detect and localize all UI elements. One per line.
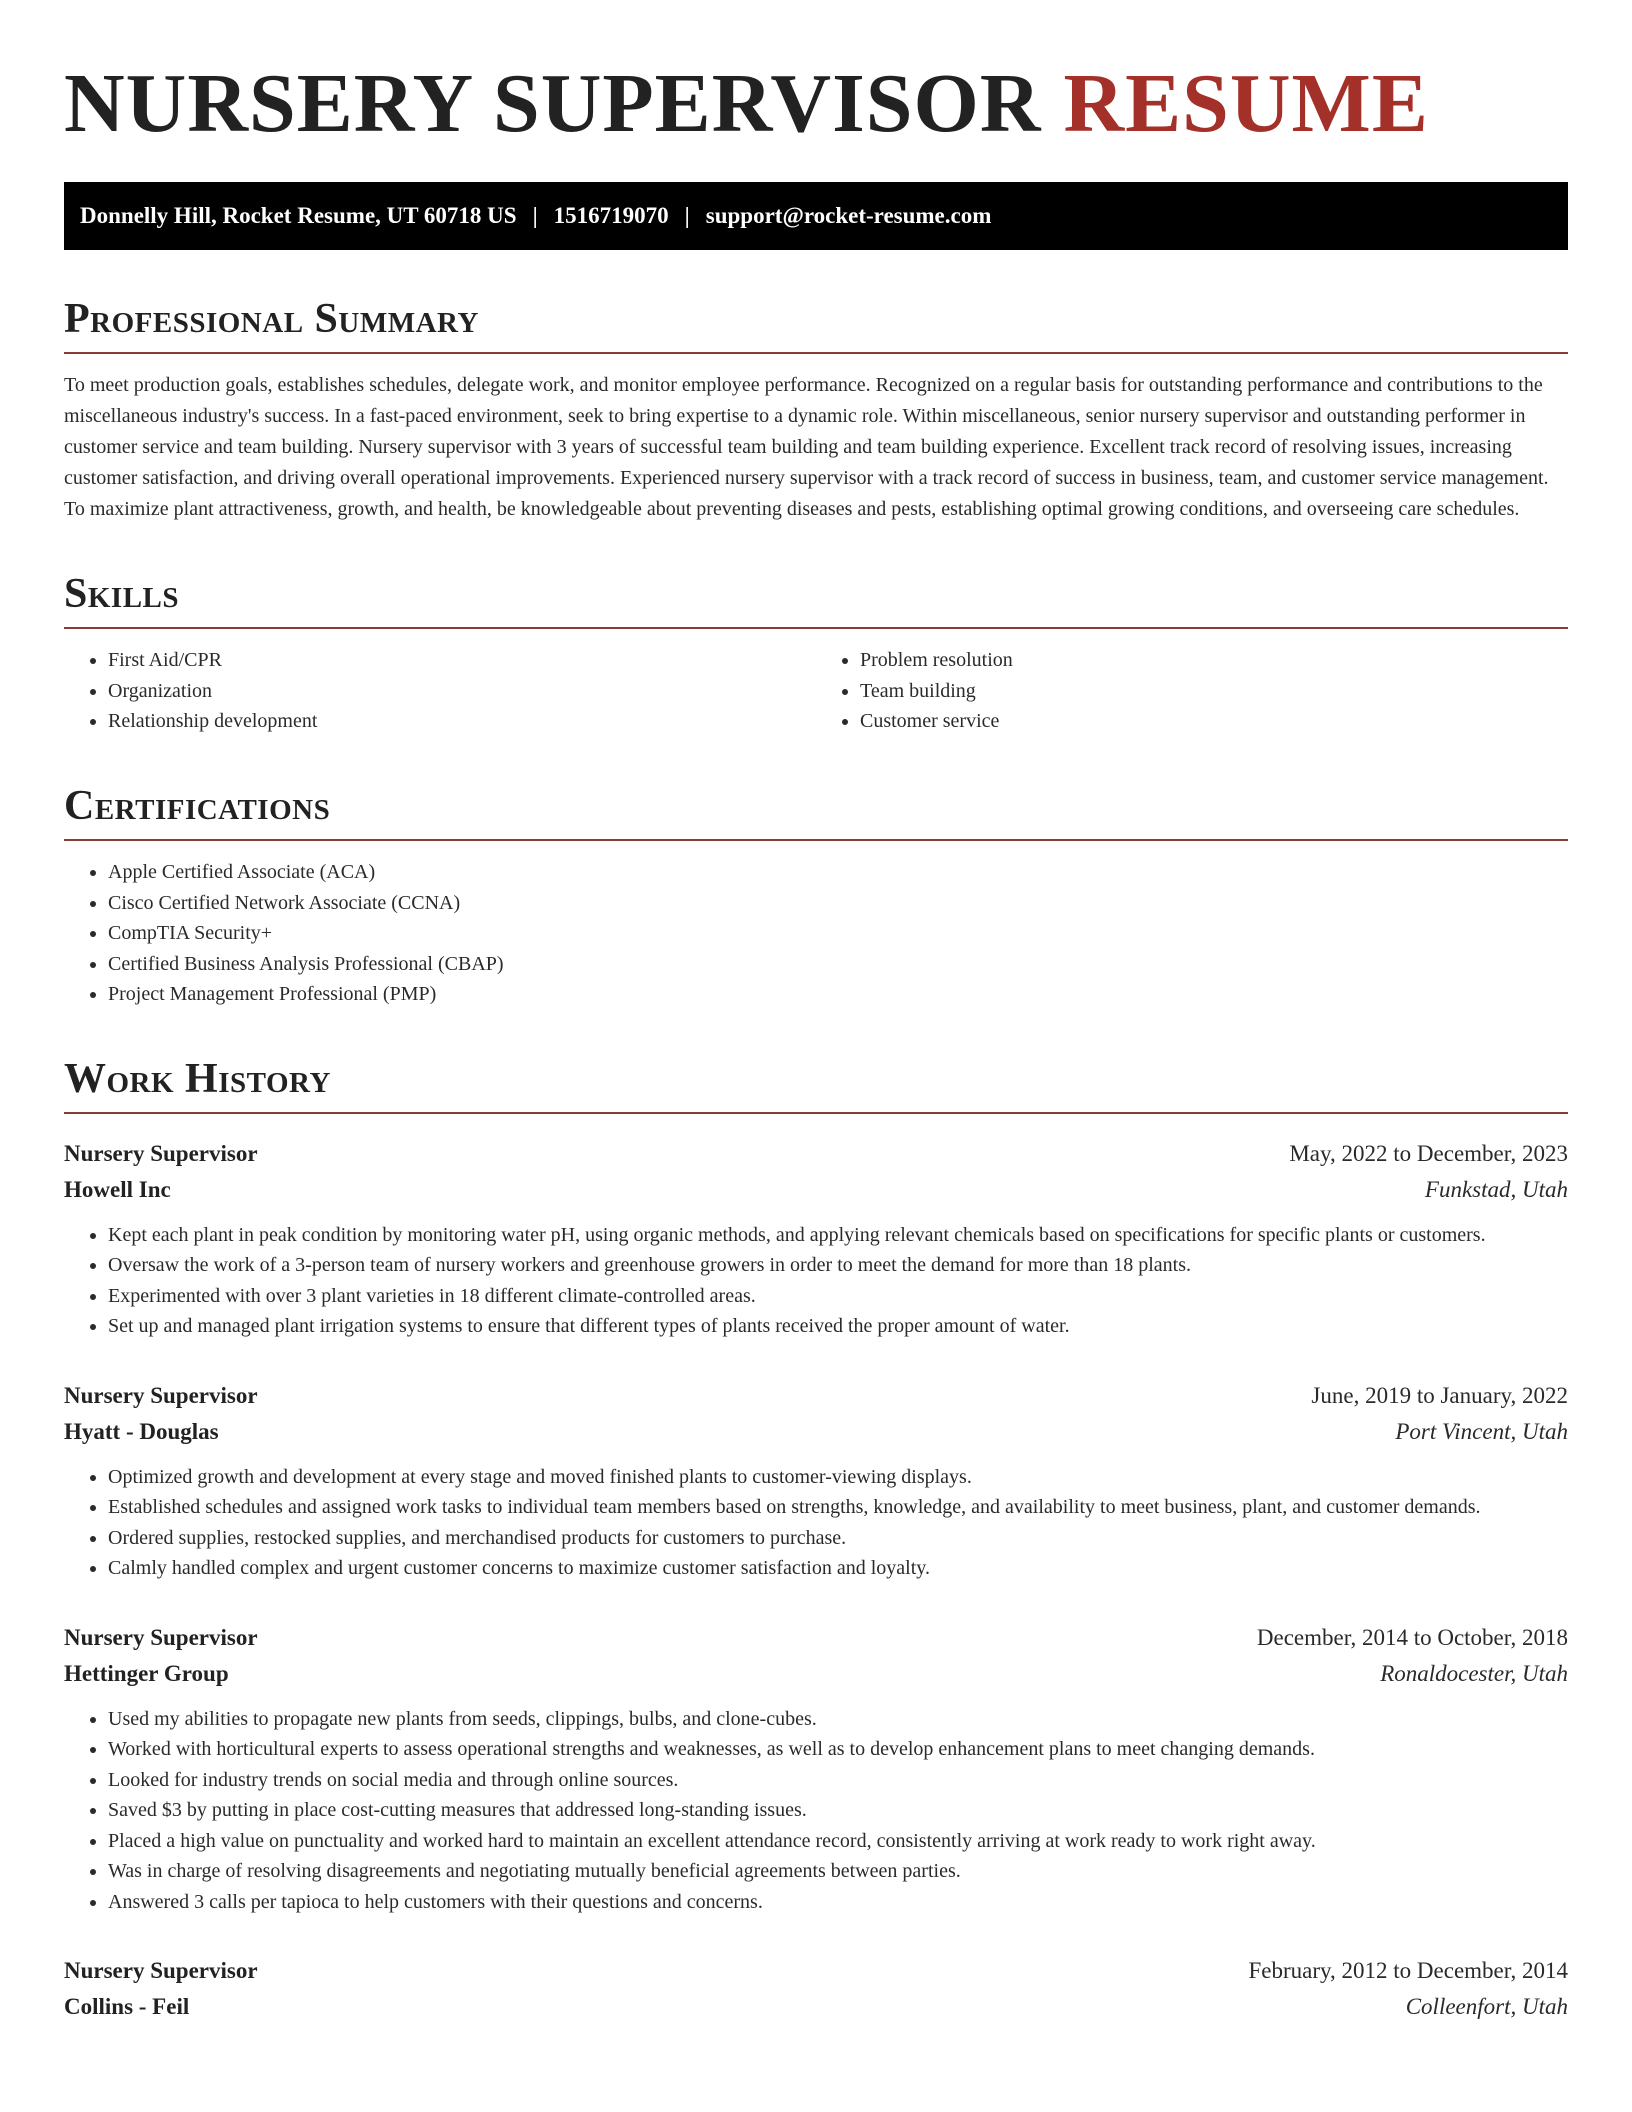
job-bullets: [64, 1220, 1568, 1342]
job-entry: [64, 1378, 1568, 1584]
job-company-row: [64, 1989, 1568, 2025]
summary-heading: Professional Summary: [64, 296, 1568, 354]
job-company-row: [64, 1172, 1568, 1208]
contact-address: Donnelly Hill, Rocket Resume, UT 60718 US: [80, 203, 517, 228]
skills-section: [64, 571, 1568, 737]
job-dates: May, 2022 to December, 2023: [1289, 1140, 1568, 1166]
work-history-heading: Work History: [64, 1056, 1568, 1114]
job-bullet: • Kept each plant in peak condition by monitoring water pH, using organic methods, and applying relevant chemicals based on specifications for specific plants or customers.: [108, 1220, 1568, 1251]
job-bullet: • Experimented with over 3 plant varieties in 18 different climate-controlled areas.: [108, 1281, 1568, 1312]
work-history-section: [64, 1056, 1568, 2026]
job-bullet: • Answered 3 calls per tapioca to help customers with their questions and concerns.: [108, 1887, 1568, 1918]
job-entry: [64, 1620, 1568, 1918]
job-bullet: • Established schedules and assigned work tasks to individual team members based on strengths, knowledge, and availability to meet business, plant, and customer demands.: [108, 1492, 1568, 1523]
skills-grid: [64, 645, 1568, 737]
job-title: Nursery Supervisor: [64, 1624, 258, 1650]
skill-item: • Customer service: [860, 706, 1568, 737]
job-dates: June, 2019 to January, 2022: [1311, 1382, 1568, 1408]
job-company-row: [64, 1656, 1568, 1692]
certifications-heading: Certifications: [64, 783, 1568, 841]
title-main: NURSERY SUPERVISOR: [64, 57, 1042, 150]
summary-text: To meet production goals, establishes schedules, delegate work, and monitor employee performance. Recognized on a regular basis for outstanding performance and contributions to the miscellaneous industry's success. In a fast-paced environment, seek to bring expertise to a dynamic role. Within miscellaneous, senior nursery supervisor and outstanding performer in customer service and team building. Nursery supervisor with 3 years of successful team building and team building experience. Excellent track record of resolving issues, increasing customer satisfaction, and driving overall operational improvements. Experienced nursery supervisor with a track record of success in business, team, and customer service management. To maximize plant attractiveness, growth, and health, be knowledgeable about preventing diseases and pests, establishing optimal growing conditions, and overseeing care schedules.: [64, 374, 1549, 521]
job-header-row: [64, 1620, 1568, 1656]
job-header-row: [64, 1136, 1568, 1172]
contact-phone: 1516719070: [553, 203, 669, 228]
skills-list-left: [64, 645, 816, 737]
job-company-row: [64, 1414, 1568, 1450]
skill-item: • Team building: [860, 676, 1568, 707]
title-accent: RESUME: [1063, 57, 1429, 150]
job-title: Nursery Supervisor: [64, 1382, 258, 1408]
job-bullet: • Used my abilities to propagate new plants from seeds, clippings, bulbs, and clone-cubes.: [108, 1704, 1568, 1735]
job-entry: [64, 1953, 1568, 2025]
job-dates: December, 2014 to October, 2018: [1256, 1624, 1568, 1650]
skill-item: • Problem resolution: [860, 645, 1568, 676]
job-bullet: • Calmly handled complex and urgent customer concerns to maximize customer satisfaction and loyalty.: [108, 1553, 1568, 1584]
skill-item: • Relationship development: [108, 706, 816, 737]
job-bullet: • Placed a high value on punctuality and worked hard to maintain an excellent attendance record, consistently arriving at work ready to work right away.: [108, 1826, 1568, 1857]
job-bullets: [64, 1462, 1568, 1584]
skill-item: • First Aid/CPR: [108, 645, 816, 676]
job-company: Collins - Feil: [64, 1994, 190, 2020]
resume-title: [64, 57, 1568, 150]
certifications-section: [64, 783, 1568, 1010]
certification-item: • Certified Business Analysis Professional (CBAP): [108, 949, 1568, 980]
certification-item: • CompTIA Security+: [108, 918, 1568, 949]
contact-email: support@rocket-resume.com: [705, 203, 992, 228]
job-location: Colleenfort, Utah: [1405, 1994, 1568, 2020]
certification-item: • Project Management Professional (PMP): [108, 979, 1568, 1010]
skill-item: • Organization: [108, 676, 816, 707]
contact-separator: |: [532, 203, 538, 228]
job-header-row: [64, 1953, 1568, 1989]
contact-bar: [64, 182, 1568, 250]
job-location: Funkstad, Utah: [1424, 1176, 1568, 1202]
contact-separator: |: [684, 203, 690, 228]
job-bullet: • Saved $3 by putting in place cost-cutting measures that addressed long-standing issues.: [108, 1795, 1568, 1826]
job-bullet: • Oversaw the work of a 3-person team of nursery workers and greenhouse growers in order to meet the demand for more than 18 plants.: [108, 1250, 1568, 1281]
certification-item: • Cisco Certified Network Associate (CCNA): [108, 888, 1568, 919]
job-title: Nursery Supervisor: [64, 1140, 258, 1166]
job-company: Howell Inc: [64, 1176, 171, 1202]
skills-heading: Skills: [64, 571, 1568, 629]
job-entry: [64, 1136, 1568, 1342]
job-header-row: [64, 1378, 1568, 1414]
job-bullet: • Looked for industry trends on social media and through online sources.: [108, 1765, 1568, 1796]
skills-list-right: [816, 645, 1568, 737]
certification-item: • Apple Certified Associate (ACA): [108, 857, 1568, 888]
job-bullet: • Ordered supplies, restocked supplies, and merchandised products for customers to purchase.: [108, 1523, 1568, 1554]
job-bullet: • Optimized growth and development at every stage and moved finished plants to customer-viewing displays.: [108, 1462, 1568, 1493]
job-location: Ronaldocester, Utah: [1380, 1660, 1568, 1686]
job-location: Port Vincent, Utah: [1395, 1418, 1568, 1444]
job-company: Hettinger Group: [64, 1660, 229, 1686]
summary-section: [64, 296, 1568, 525]
job-title: Nursery Supervisor: [64, 1958, 258, 1984]
job-bullet: • Worked with horticultural experts to assess operational strengths and weaknesses, as well as to develop enhancement plans to meet changing demands.: [108, 1734, 1568, 1765]
certifications-list: [64, 857, 1568, 1010]
job-dates: February, 2012 to December, 2014: [1248, 1958, 1568, 1984]
job-bullet: • Was in charge of resolving disagreements and negotiating mutually beneficial agreements between parties.: [108, 1856, 1568, 1887]
job-company: Hyatt - Douglas: [64, 1418, 219, 1444]
job-bullets: [64, 1704, 1568, 1918]
job-bullet: • Set up and managed plant irrigation systems to ensure that different types of plants received the proper amount of water.: [108, 1311, 1568, 1342]
